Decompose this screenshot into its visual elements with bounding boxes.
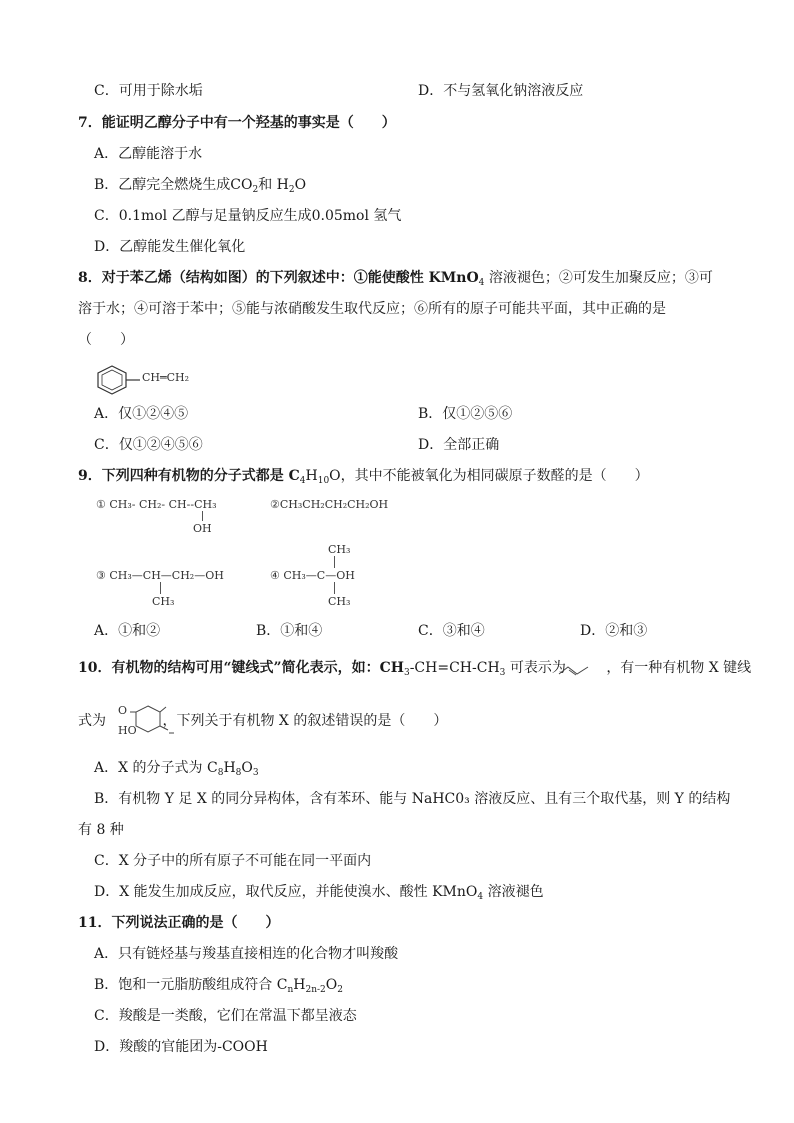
q6-option-d: D．不与氢氧化钠溶液反应: [418, 83, 584, 99]
q9-structure-3-bond: [160, 582, 161, 594]
q8-option-c: C．仅①②④⑤⑥: [94, 437, 203, 453]
q10-stem-line2: 式为 ，下列关于有机物 X 的叙述错误的是（ ）: [78, 713, 448, 729]
q9-option-c: C．③和④: [418, 623, 485, 639]
q7-option-a: A．乙醇能溶于水: [94, 146, 203, 162]
q9-option-b: B．①和④: [256, 623, 323, 639]
q10-option-d: D．X 能发生加成反应，取代反应，并能使溴水、酸性 KMnO$_4$ 溶液褪色: [94, 884, 544, 902]
q9-structure-3-ch3: CH₃: [152, 595, 175, 608]
q9-option-a: A．①和②: [94, 623, 161, 639]
q9-option-d: D．②和③: [580, 623, 648, 639]
q8-stem-line2: 溶于水；④可溶于苯中；⑤能与浓硝酸发生取代反应；⑥所有的原子可能共平面，其中正确的是: [78, 301, 666, 317]
q11-option-d: D．羧酸的官能团为-COOH: [94, 1039, 268, 1055]
q10-stem-line1: 10．有机物的结构可用“键线式”简化表示，如：$CH_3-CH=CH-CH_3$ 可表示为 ，有一种有机物 X 键线: [78, 660, 752, 678]
q8-option-d: D．全部正确: [418, 437, 500, 453]
q11-option-a: A．只有链烃基与羧基直接相连的化合物才叫羧酸: [94, 946, 399, 962]
butene-skeletal-diagram: [558, 664, 592, 676]
q9-structure-4-top: CH₃: [328, 543, 351, 556]
q10-option-b-line2: 有 8 种: [78, 822, 124, 838]
q7-stem: 7．能证明乙醇分子中有一个羟基的事实是（ ）: [78, 115, 396, 131]
q9-structure-1: ① CH₃- CH₂- CH--CH₃: [96, 498, 217, 511]
q9-structure-3: ③ CH₃—CH—CH₂—OH: [96, 569, 224, 582]
q7-option-d: D．乙醇能发生催化氧化: [94, 239, 246, 255]
q7-option-c: C．0.1mol 乙醇与足量钠反应生成0.05mol 氢气: [94, 208, 402, 224]
q8-option-b: B．仅①②⑤⑥: [418, 406, 513, 422]
styrene-vinyl-label: CH═CH₂: [142, 371, 190, 384]
compound-x-ho-label: HO: [118, 724, 137, 737]
q9-structure-2: ②CH₃CH₂CH₂CH₂OH: [270, 498, 389, 511]
q9-structure-4-bond-bottom: [334, 582, 335, 594]
q11-stem: 11．下列说法正确的是（ ）: [78, 915, 280, 931]
q8-option-a: A．仅①②④⑤: [94, 406, 189, 422]
q9-structure-1-bond: [202, 511, 203, 521]
q10-option-a: A．X 的分子式为 $C_8H_8O_3$: [94, 760, 259, 778]
q8-stem-line3: （ ）: [78, 332, 134, 348]
q10-option-b-line1: B．有机物 Y 足 X 的同分异构体，含有苯环、能与 NaHC0₃ 溶液反应、且有三个取代基，则 Y 的结构: [94, 791, 731, 807]
q9-structure-4-bottom: CH₃: [328, 595, 351, 608]
q10-option-c: C．X 分子中的所有原子不可能在同一平面内: [94, 853, 372, 869]
q9-structure-4: ④ CH₃—C—OH: [270, 569, 355, 582]
q6-option-c: C．可用于除水垢: [94, 83, 203, 99]
q7-option-b: B．乙醇完全燃烧生成$CO_2$和 $H_2O$: [94, 177, 307, 195]
q9-structure-1-oh: OH: [193, 522, 212, 535]
q9-stem: 9．下列四种有机物的分子式都是 $C_4H_{10}O$，其中不能被氧化为相同碳原子数醛的是（ ）: [78, 468, 649, 486]
q8-stem-line1: 8．对于苯乙烯（结构如图）的下列叙述中：①能使酸性 KMnO$_4$ 溶液褪色；②可发生加聚反应；③可: [78, 270, 713, 288]
q11-option-c: C．羧酸是一类酸，它们在常温下都呈液态: [94, 1008, 357, 1024]
q9-structure-4-bond-top: [334, 556, 335, 568]
q11-option-b: B．饱和一元脂肪酸组成符合 $C_nH_{2n-2}O_2$: [94, 977, 343, 995]
compound-x-o-label: O: [118, 704, 128, 717]
